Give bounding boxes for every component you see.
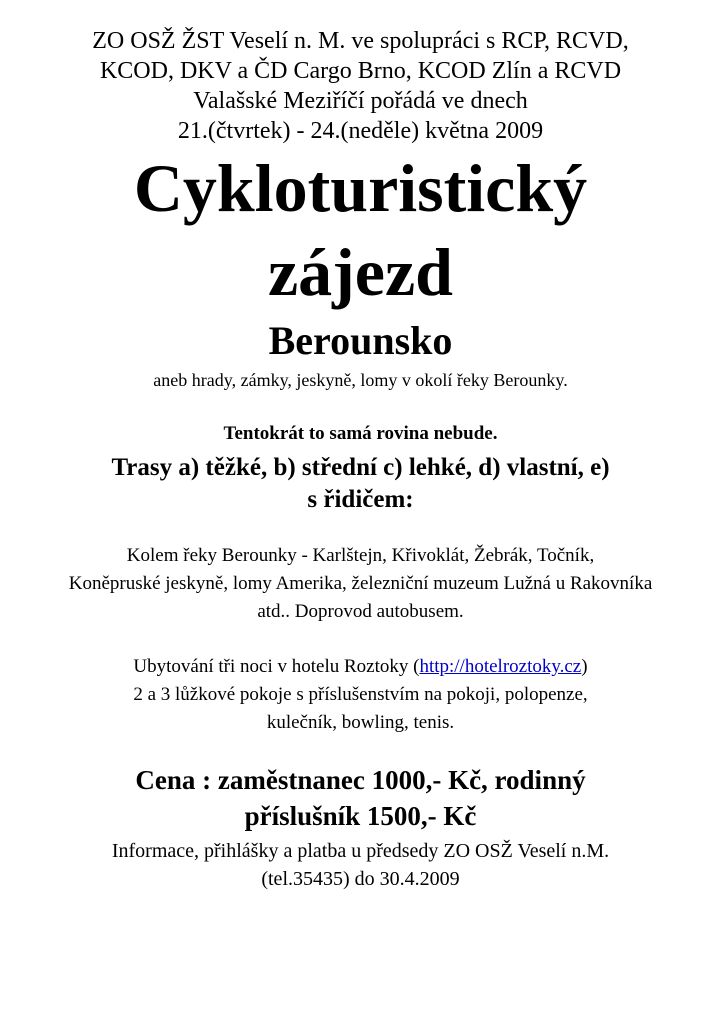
- tagline: aneb hrady, zámky, jeskyně, lomy v okolí řeky Berounky.: [153, 370, 568, 390]
- accommodation-line-2: 2 a 3 lůžkové pokoje s příslušenstvím na pokoji, polopenze,: [133, 684, 588, 705]
- trip-line-3: atd.. Doprovod autobusem.: [257, 601, 464, 622]
- routes-line-1: Trasy a) těžké, b) střední c) lehké, d) vlastní, e): [111, 454, 610, 481]
- intro-line-1: ZO OSŽ ŽST Veselí n. M. ve spolupráci s RCP, RCVD,: [92, 28, 629, 54]
- trip-line-2: Koněpruské jeskyně, lomy Amerika, železniční muzeum Lužná u Rakovníka: [68, 573, 653, 594]
- note: Tentokrát to samá rovina nebude.: [223, 423, 498, 444]
- title-line-2: zájezd: [267, 234, 453, 310]
- routes-line-2: s řidičem:: [307, 486, 414, 513]
- intro-line-4: 21.(čtvrtek) - 24.(neděle) května 2009: [177, 118, 544, 144]
- intro-line-3: Valašské Meziříčí pořádá ve dnech: [193, 88, 528, 114]
- accommodation-text-before: Ubytování tři noci v hotelu Roztoky (: [133, 656, 420, 677]
- hotel-link[interactable]: http://hotelroztoky.cz: [419, 656, 582, 677]
- price-line-1: Cena : zaměstnanec 1000,- Kč, rodinný: [135, 765, 586, 795]
- accommodation-line-3: kulečník, bowling, tenis.: [266, 712, 455, 733]
- info-line-2: (tel.35435) do 30.4.2009: [261, 868, 460, 890]
- accommodation-line-1: [0, 654, 721, 680]
- subtitle: Berounsko: [268, 318, 453, 363]
- title-line-1: Cykloturistický: [133, 150, 588, 226]
- info-line-1: Informace, přihlášky a platba u předsedy ZO OSŽ Veselí n.M.: [111, 840, 610, 862]
- intro-line-2: KCOD, DKV a ČD Cargo Brno, KCOD Zlín a RCVD: [99, 58, 622, 84]
- accommodation-text-after: ): [581, 656, 588, 677]
- price-line-2: příslušník 1500,- Kč: [244, 801, 477, 831]
- trip-line-1: Kolem řeky Berounky - Karlštejn, Křivoklát, Žebrák, Točník,: [126, 545, 595, 566]
